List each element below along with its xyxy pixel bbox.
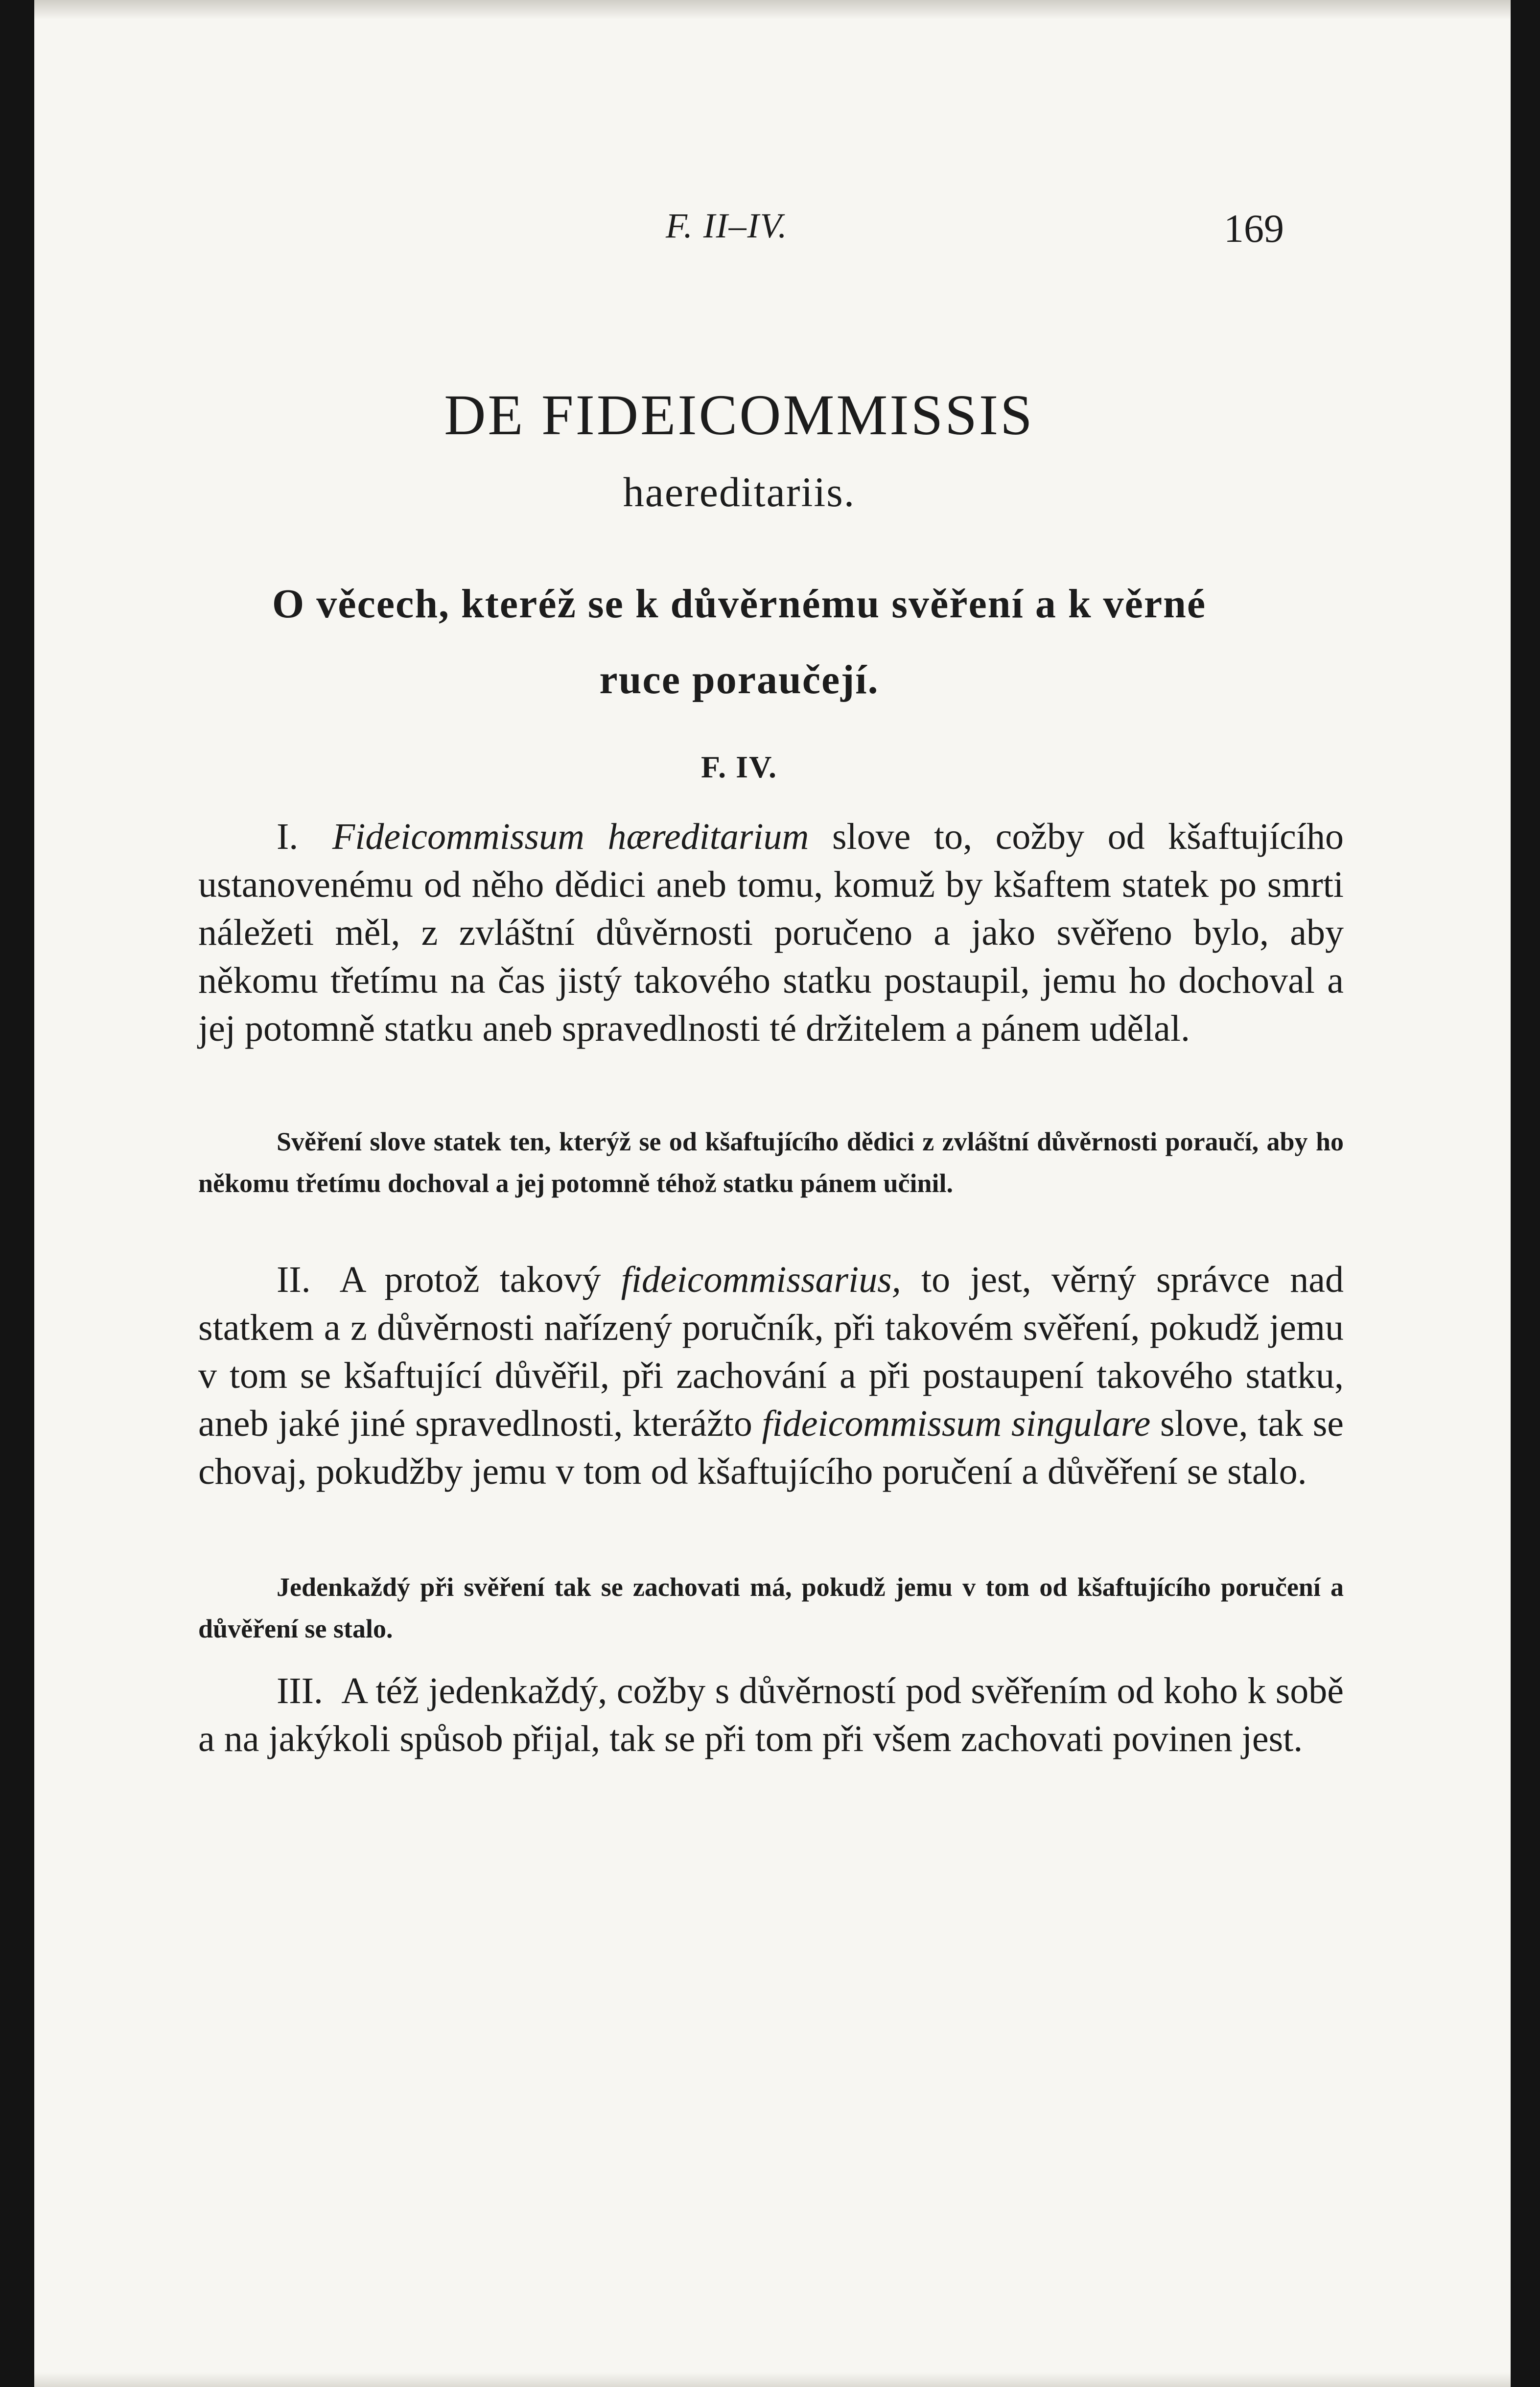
page-number: 169 <box>1224 206 1284 251</box>
section-label: F. IV. <box>700 749 778 784</box>
latin-term: fideicommissarius, <box>621 1259 901 1300</box>
paragraph-text-after: slove, tak se chovaj, pokudžby jemu v tom od kšaftujícího poručení a důvěření se stalo. <box>198 1403 1344 1492</box>
paragraph-1 <box>198 813 1344 1053</box>
czech-heading-line-2: ruce poraučejí. <box>599 657 879 702</box>
running-head: F. II–IV. <box>666 206 788 245</box>
chapter-subtitle: haereditariis. <box>623 468 856 515</box>
footnote-1 <box>198 1121 1344 1204</box>
page-top-shadow <box>34 0 1511 20</box>
page-bottom-shadow <box>34 2372 1511 2387</box>
paragraph-numeral: I. <box>277 816 299 857</box>
scan-left-edge <box>0 0 34 2387</box>
paragraph-numeral: III. <box>277 1670 323 1711</box>
paragraph-2 <box>198 1256 1344 1496</box>
note-text: Jedenkaždý při svěření tak se zachovati má, pokudž jemu v tom od kšaftujícího poručení a důvěření se stalo. <box>198 1572 1344 1643</box>
note-text: Svěření slove statek ten, kterýž se od kšaftujícího dědici z zvláštní důvěrnosti poraučí, aby ho někomu třetímu dochoval a jej potomně téhož statku pánem učinil. <box>198 1127 1344 1198</box>
paragraph-numeral: II. <box>277 1259 311 1300</box>
paragraph-text-middle: to jest, věrný správce nad statkem a z důvěrnosti nařízený poručník, při takovém svěření, pokudž jemu v tom se kšaftující důvěřil, při zachování a při postaupení takového statku, aneb jaké jiné spravedlnosti, kterážto <box>198 1259 1344 1444</box>
footnote-2 <box>198 1567 1344 1650</box>
paragraph-text: slove to, cožby od kšaftujícího ustanovenému od něho dědici aneb tomu, komuž by kšaftem statek po smrti náležeti měl, z zvláštní důvěrnosti poručeno a jako svěřeno bylo, aby někomu třetímu na čas jistý takového statku postaupil, jemu ho dochoval a jej potomně statku aneb spravedlnosti té držitelem a pánem udělal. <box>198 816 1344 1049</box>
paragraph-3 <box>198 1667 1344 1763</box>
book-page <box>34 0 1511 2387</box>
czech-heading-line-1: O věcech, kteréž se k důvěrnému svěření a k věrné <box>272 581 1207 627</box>
latin-term: Fideicommissum hæreditarium <box>332 816 809 857</box>
paragraph-text-before: A protož takový <box>339 1259 601 1300</box>
latin-term-2: fideicommissum singulare <box>762 1403 1151 1444</box>
scan-right-edge <box>1511 0 1540 2387</box>
paragraph-text: A též jedenkaždý, cožby s důvěrností pod svěřením od koho k sobě a na jakýkoli spůsob přijal, tak se při tom při všem zachovati povinen jest. <box>198 1670 1344 1759</box>
chapter-title: DE FIDEICOMMISSIS <box>444 383 1034 447</box>
